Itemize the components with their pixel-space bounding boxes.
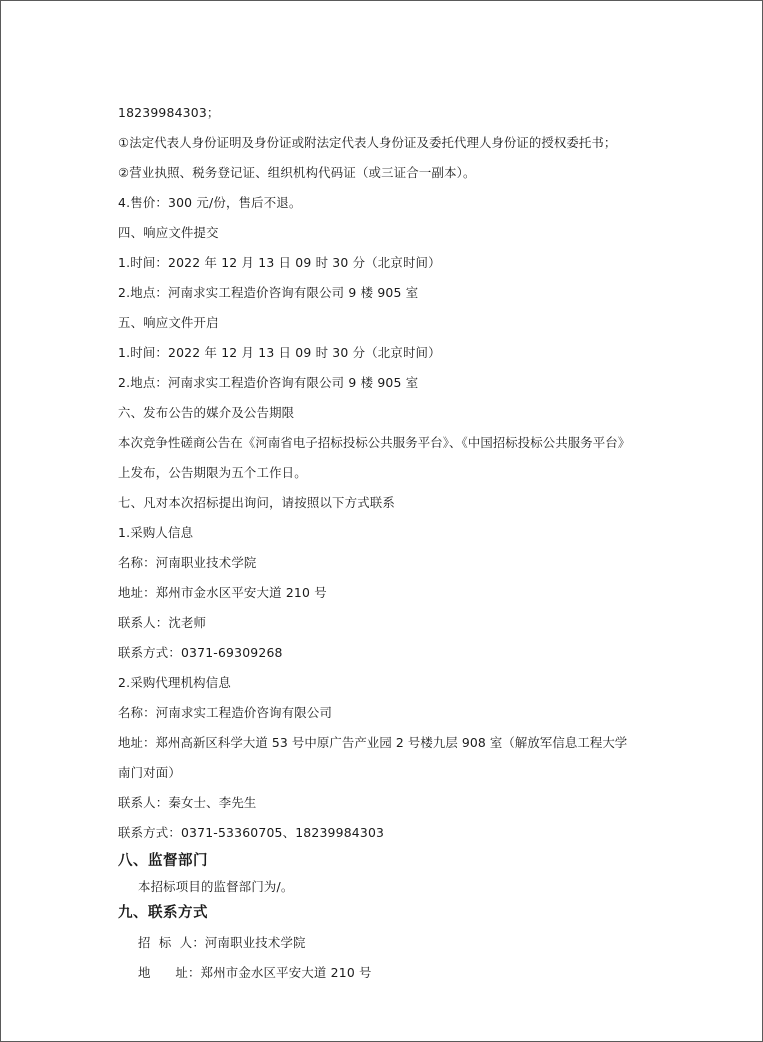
tenderer-line: 招 标 人：河南职业技术学院 xyxy=(138,935,306,950)
text-line: 2.地点：河南求实工程造价咨询有限公司 9 楼 905 室 xyxy=(118,375,419,390)
text-line: 4.售价：300 元/份，售后不退。 xyxy=(118,195,302,210)
text-line: 2.地点：河南求实工程造价咨询有限公司 9 楼 905 室 xyxy=(118,285,419,300)
section-heading-contact: 九、联系方式 xyxy=(118,905,208,921)
section-heading-supervision: 八、监督部门 xyxy=(118,853,208,869)
text-line: 1.时间：2022 年 12 月 13 日 09 时 30 分（北京时间） xyxy=(118,255,441,270)
text-line: 18239984303； xyxy=(118,105,220,120)
text-line: 联系人：秦女士、李先生 xyxy=(118,795,257,810)
section-title: 六、发布公告的媒介及公告期限 xyxy=(118,405,295,420)
address-line: 地 址：郑州市金水区平安大道 210 号 xyxy=(138,965,372,980)
text-line: 上发布，公告期限为五个工作日。 xyxy=(118,465,307,480)
text-line: 地址：郑州市金水区平安大道 210 号 xyxy=(118,585,327,600)
text-line: 名称：河南职业技术学院 xyxy=(118,555,257,570)
section-title: 五、响应文件开启 xyxy=(118,315,219,330)
document-body xyxy=(118,98,658,988)
text-line: 联系方式：0371-53360705、18239984303 xyxy=(118,825,385,840)
text-line: 1.时间：2022 年 12 月 13 日 09 时 30 分（北京时间） xyxy=(118,345,441,360)
text-line: 南门对面） xyxy=(118,765,181,780)
supervision-text: 本招标项目的监督部门为/。 xyxy=(138,879,294,894)
text-line: 联系人：沈老师 xyxy=(118,615,207,630)
text-line: 2.采购代理机构信息 xyxy=(118,675,231,690)
section-title: 四、响应文件提交 xyxy=(118,225,219,240)
text-line: 名称：河南求实工程造价咨询有限公司 xyxy=(118,705,333,720)
section-title: 七、凡对本次招标提出询问，请按照以下方式联系 xyxy=(118,495,395,510)
text-line: 联系方式：0371-69309268 xyxy=(118,645,283,660)
text-line: ②营业执照、税务登记证、组织机构代码证（或三证合一副本）。 xyxy=(118,165,476,180)
text-line: 本次竞争性磋商公告在《河南省电子招标投标公共服务平台》、《中国招标投标公共服务平台》 xyxy=(118,435,631,450)
text-line: ①法定代表人身份证明及身份证或附法定代表人身份证及委托代理人身份证的授权委托书； xyxy=(118,135,617,150)
text-line: 1.采购人信息 xyxy=(118,525,194,540)
text-line: 地址：郑州高新区科学大道 53 号中原广告产业园 2 号楼九层 908 室（解放军信息工程大学 xyxy=(118,735,628,750)
